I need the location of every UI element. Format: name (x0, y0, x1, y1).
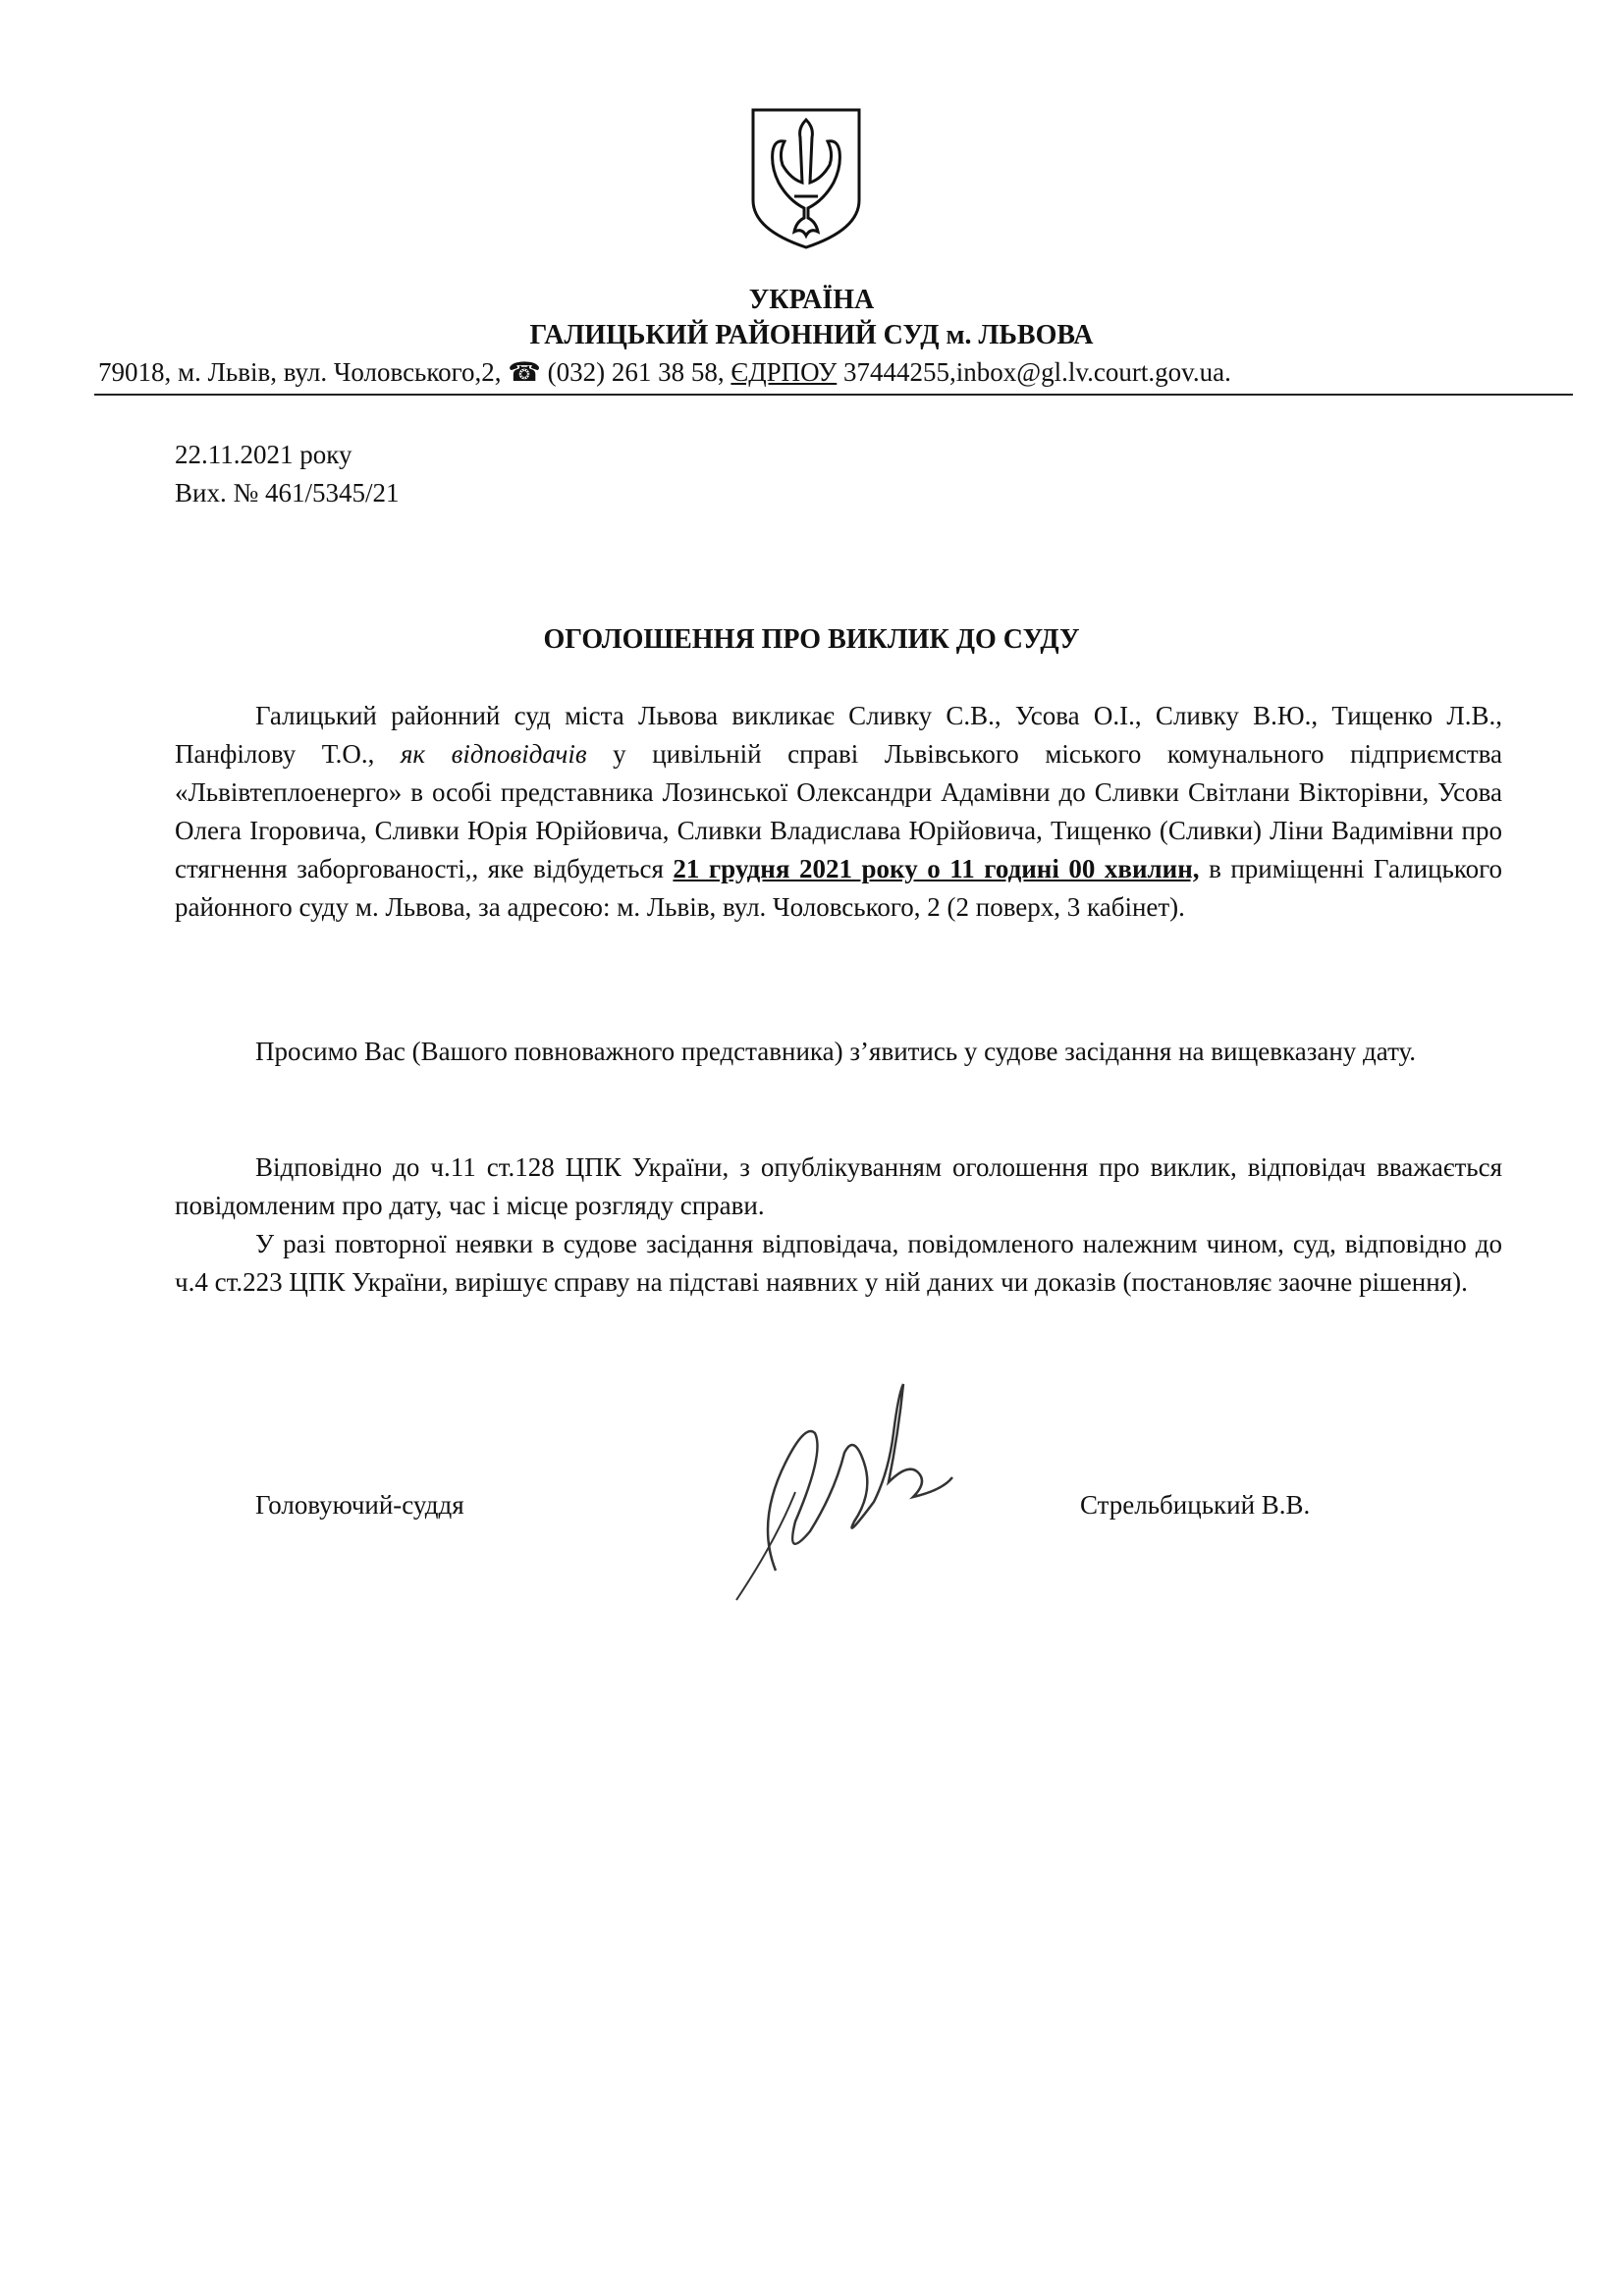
summons-text-1: Галицький районний суд міста Львова викликає Сливку С.В., Усова О.І., Сливку В.Ю., Тищенко Л.В., Панфілову Т.О., (175, 701, 1502, 769)
request-paragraph (175, 1033, 1502, 1071)
address-text: 79018, м. Львів, вул. Чоловського,2, (98, 357, 502, 387)
summons-role-italic: як відповідачів (400, 739, 587, 769)
coat-of-arms-icon (749, 106, 863, 251)
outgoing-number: Вих. № 461/5345/21 (175, 478, 400, 507)
court-address-line (98, 357, 1571, 388)
handwritten-signature (717, 1374, 972, 1610)
default-judgment-text: У разі повторної неявки в судове засідання відповідача, повідомленого належним чином, суд, відповідно до ч.4 ст.223 ЦПК України, вирішує справу на підставі наявних у ній даних чи доказів (постановляє заочне рішення). (175, 1229, 1502, 1297)
notification-text: Відповідно до ч.11 ст.128 ЦПК України, з опублікуванням оголошення про виклик, відповідач вважається повідомленим про дату, час і місце розгляду справи. (175, 1152, 1502, 1220)
summons-text-3: в приміщенні Галицького районного суду м. Львова, за адресою: м. Львів, вул. Чоловського, 2 (2 поверх, 3 кабінет). (175, 854, 1503, 922)
phone-number: (032) 261 38 58, (547, 357, 725, 387)
hearing-datetime: 21 грудня 2021 року о 11 годині 00 хвилин, (673, 854, 1200, 883)
default-judgment-paragraph (175, 1225, 1502, 1302)
edrpou-label: ЄДРПОУ (730, 357, 838, 387)
country-title: УКРАЇНА (748, 285, 875, 315)
document-date: 22.11.2021 року (175, 440, 352, 469)
judge-role: Головуючий-суддя (255, 1490, 464, 1520)
judge-name: Стрельбицький В.В. (1080, 1490, 1311, 1520)
request-text: Просимо Вас (Вашого повноважного представника) з’явитись у судове засідання на вищевказану дату. (255, 1037, 1417, 1066)
edrpou-and-email: 37444255,inbox@gl.lv.court.gov.ua. (843, 357, 1231, 387)
summons-paragraph (175, 697, 1502, 927)
notice-title: ОГОЛОШЕННЯ ПРО ВИКЛИК ДО СУДУ (543, 624, 1080, 655)
summons-text-2: у цивільній справі Львівського міського комунального підприємства «Львівтеплоенерго» в особі представника Лозинської Олександри Адамівни до Сливки Світлани Вікторівни, Усова Олега Ігоровича, Сливки Юрія Юрійовича, Сливки Владислава Юрійовича, Тищенко (Сливки) Ліни Вадимівни про стягнення заборгованості,, яке відбудеться (175, 739, 1503, 883)
phone-icon: ☎ (508, 357, 541, 387)
header-divider (94, 394, 1573, 396)
court-name: ГАЛИЦЬКИЙ РАЙОННИЙ СУД м. ЛЬВОВА (529, 320, 1094, 350)
notification-paragraph (175, 1148, 1502, 1225)
